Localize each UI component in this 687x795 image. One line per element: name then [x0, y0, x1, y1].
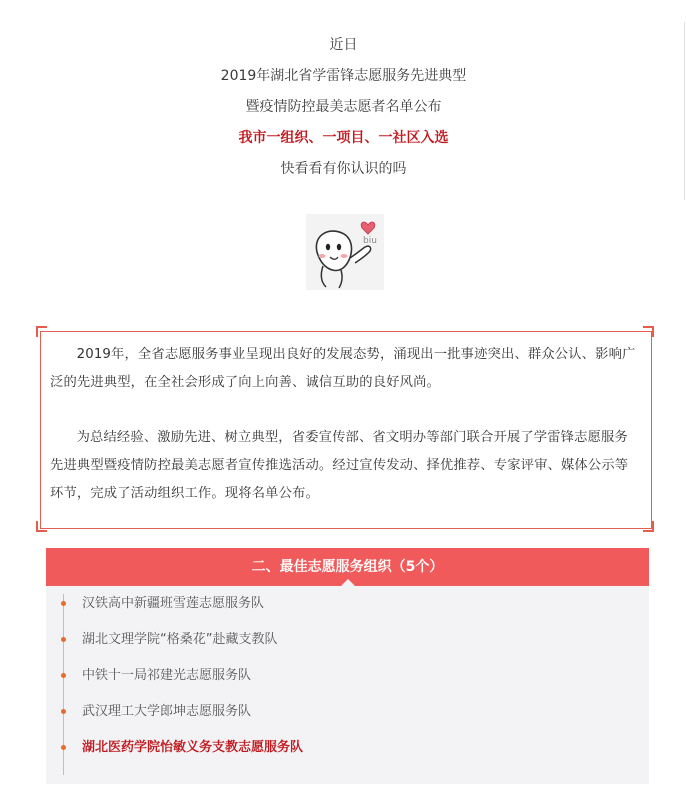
list-item	[46, 694, 649, 730]
corner-bracket	[643, 521, 654, 532]
list-item-label: 中铁十一局祁建光志愿服务队	[82, 668, 252, 683]
intro-line-prompt: 快看看有你认识的吗	[280, 161, 407, 177]
list-item	[46, 586, 649, 622]
notice-box	[36, 326, 654, 532]
section-title: 二、最佳志愿服务组织（5个）	[251, 559, 444, 575]
list-item-label: 湖北医药学院怡敏义务支教志愿服务队	[82, 740, 304, 755]
corner-bracket	[36, 521, 47, 532]
bullet-dot-icon	[61, 637, 66, 642]
notice-paragraph-1: 2019年，全省志愿服务事业呈现出良好的发展态势，涌现出一批事迹突出、群众公认、影响广泛的先进典型，在全社会形成了向上向善、诚信互助的良好风尚。	[50, 347, 636, 390]
bullet-dot-icon	[61, 745, 66, 750]
sticker-biu-text: biu	[363, 236, 377, 246]
notice-paragraph-2: 为总结经验、激励先进、树立典型，省委宣传部、省文明办等部门联合开展了学雷锋志愿服务先进典型暨疫情防控最美志愿者宣传推选活动。经过宣传发动、择优推荐、专家评审、媒体公示等环节，完成了活动组织工作。现将名单公布。	[50, 430, 629, 501]
bullet-dot-icon	[61, 601, 66, 606]
heart-icon	[361, 222, 375, 234]
corner-bracket	[643, 326, 654, 337]
section-header	[46, 548, 649, 586]
list-item-label: 武汉理工大学郎坤志愿服务队	[82, 704, 252, 719]
intro-line-subtitle: 暨疫情防控最美志愿者名单公布	[245, 99, 442, 115]
bullet-dot-icon	[61, 709, 66, 714]
intro-line-title: 2019年湖北省学雷锋志愿服务先进典型	[220, 68, 467, 84]
list-item-highlighted	[46, 730, 649, 766]
list-item-label: 汉铁高中新疆班雪莲志愿服务队	[82, 596, 265, 611]
intro-block	[0, 30, 687, 185]
bullet-dot-icon	[61, 673, 66, 678]
list-item-label: 湖北文理学院“格桑花”赴藏支教队	[82, 632, 278, 647]
notice-text	[50, 341, 638, 508]
header-notch	[341, 579, 355, 586]
biu-sticker-image	[306, 214, 384, 290]
intro-line-date: 近日	[329, 37, 358, 53]
corner-bracket	[36, 326, 47, 337]
award-list	[46, 586, 649, 766]
intro-line-highlight: 我市一组织、一项目、一社区入选	[238, 130, 449, 146]
award-list-section	[46, 548, 649, 784]
list-item	[46, 622, 649, 658]
list-item	[46, 658, 649, 694]
